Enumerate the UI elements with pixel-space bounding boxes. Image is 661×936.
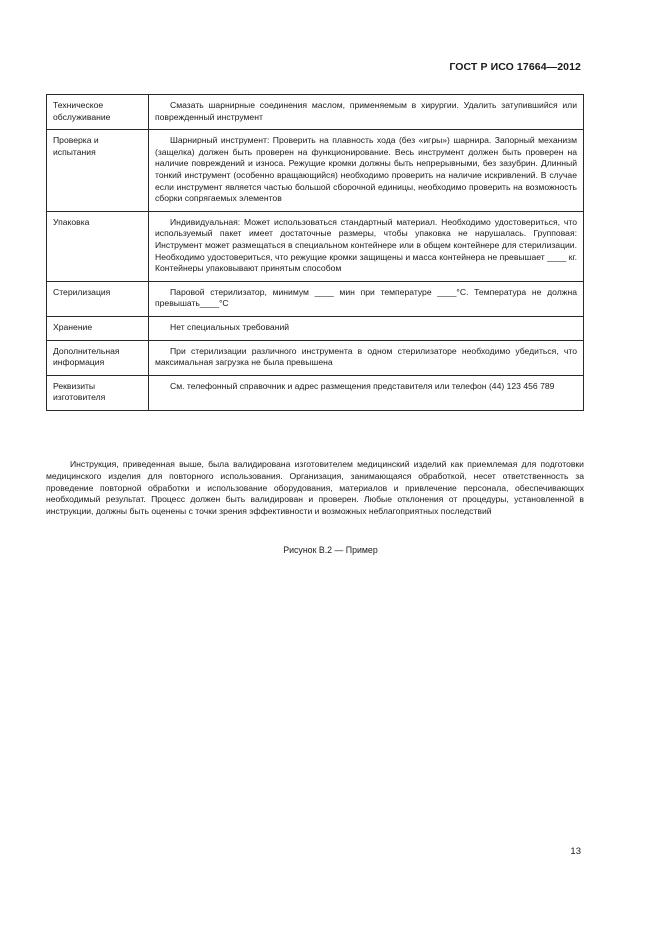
instructions-table: [46, 94, 584, 411]
figure-caption: Рисунок В.2 — Пример: [283, 545, 378, 555]
table-row: [47, 375, 584, 410]
row-label: Хранение: [47, 316, 149, 340]
row-label: Реквизиты изготовителя: [47, 375, 149, 410]
row-label: Проверка и испытания: [47, 130, 149, 212]
body-paragraph: Инструкция, приведенная выше, была валидирована изготовителем медицинский изделий как приемлемая для подготовки медицинского изделия для повторного использования. Организация, занимающаяся обработкой, несет ответственность за проведение повторной обработки и использование оборудования, материалов и привлечение персонала, обеспечивающих необходимый результат. Процесс должен быть валидирован и проверен. Любые отклонения от процедуры, установленной в инструкции, должны быть оценены с точки зрения эффективности и возможных неблагоприятных последствий: [46, 459, 584, 517]
row-content: Нет специальных требований: [149, 316, 584, 340]
row-content: Паровой стерилизатор, минимум ____ мин при температуре ____°С. Температура не должна превышать____°С: [149, 281, 584, 316]
row-label: Дополнительная информация: [47, 340, 149, 375]
row-content: При стерилизации различного инструмента в одном стерилизаторе необходимо убедиться, что максимальная загрузка не была превышена: [149, 340, 584, 375]
table-row: [47, 95, 584, 130]
row-content: Индивидуальная: Может использоваться стандартный материал. Необходимо удостовериться, что используемый пакет имеет достаточные размеры, чтобы упаковка не нарушалась. Групповая: Инструмент может размещаться в специальном контейнере или в общем контейнере для стерилизации. Необходимо удостовериться, что режущие кромки защищены и масса контейнера не превышает ____ кг. Контейнеры упаковывают принятым способом: [149, 211, 584, 281]
row-label: Стерилизация: [47, 281, 149, 316]
row-content: Смазать шарнирные соединения маслом, применяемым в хирургии. Удалить затупившийся или поврежденный инструмент: [149, 95, 584, 130]
row-label: Упаковка: [47, 211, 149, 281]
page-number: 13: [570, 846, 581, 857]
table-row: [47, 130, 584, 212]
table-row: [47, 281, 584, 316]
table-row: [47, 211, 584, 281]
table-row: [47, 340, 584, 375]
row-label: Техническое обслуживание: [47, 95, 149, 130]
row-content: Шарнирный инструмент: Проверить на плавность хода (без «игры») шарнира. Запорный механизм (защелка) должен быть проверен на функционирование. Весь инструмент должен быть проверен на наличие повреждений и износа. Режущие кромки должны быть непрерывными, без зазубрин. Длинный тонкий инструмент (особенно вращающийся) необходимо проверить на наличие искривлений. В случае если инструмент является частью большой сборочной единицы, необходимо проверить на возможность сборки сопрягаемых элементов: [149, 130, 584, 212]
row-content: См. телефонный справочник и адрес размещения представителя или телефон (44) 123 456 789: [149, 375, 584, 410]
document-header: ГОСТ Р ИСО 17664—2012: [449, 61, 581, 73]
table-row: [47, 316, 584, 340]
